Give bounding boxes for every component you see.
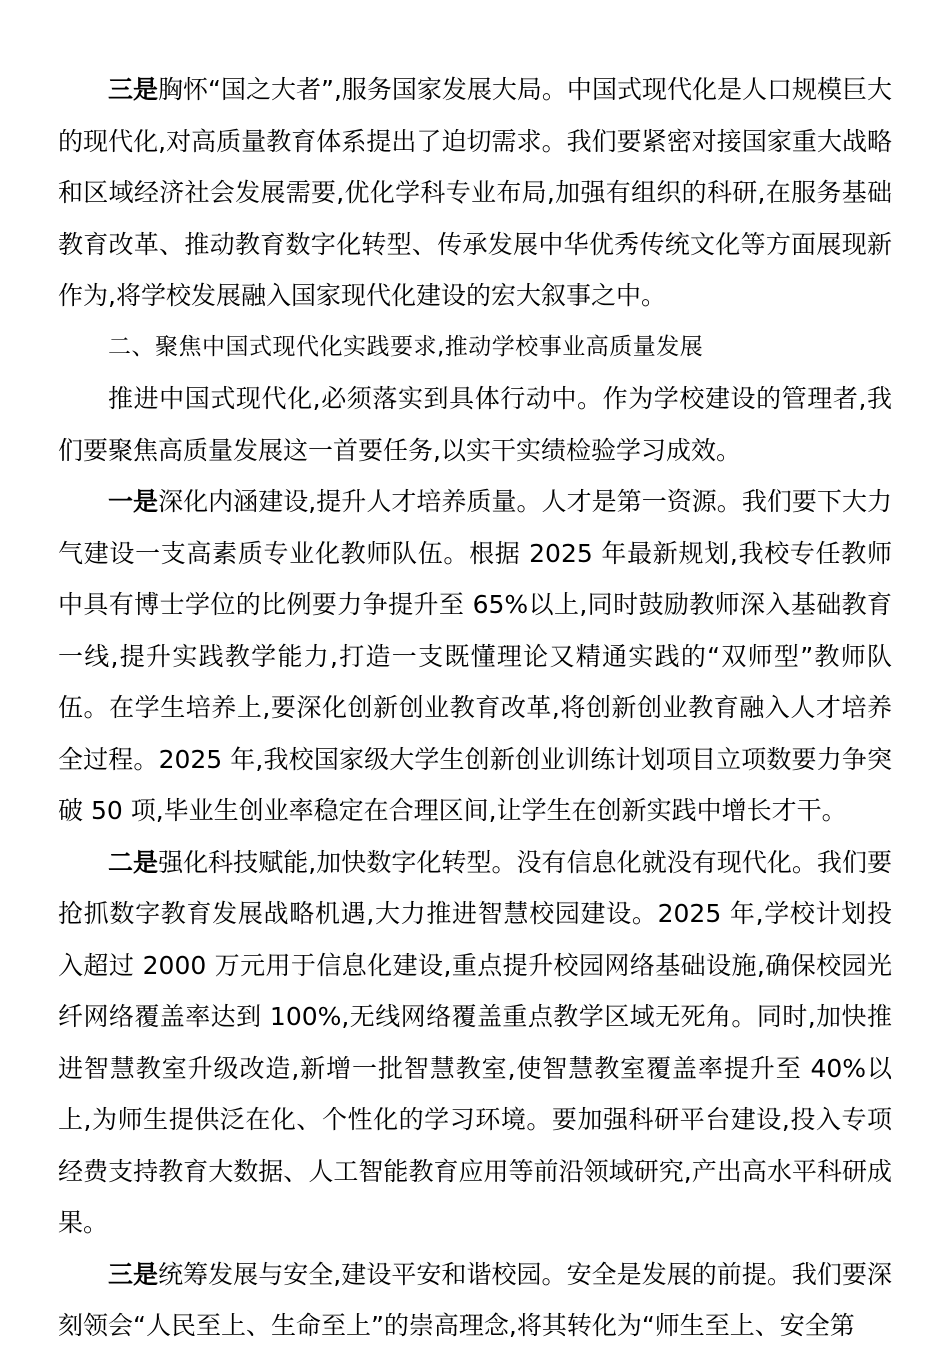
paragraph-lead: 二是 bbox=[108, 847, 159, 877]
paragraph-lead: 三是 bbox=[108, 1259, 159, 1289]
paragraph-service-national-strategy bbox=[58, 64, 892, 322]
section-heading: 二、聚焦中国式现代化实践要求,推动学校事业高质量发展 bbox=[108, 333, 704, 360]
paragraph-text: 推进中国式现代化,必须落实到具体行动中。作为学校建设的管理者,我们要聚焦高质量发展这一首要任务,以实干实绩检验学习成效。 bbox=[58, 384, 892, 465]
paragraph-digital-transformation bbox=[58, 837, 892, 1249]
paragraph-text: 强化科技赋能,加快数字化转型。没有信息化就没有现代化。我们要抢抓数字教育发展战略机遇,大力推进智慧校园建设。2025 年,学校计划投入超过 2000 万元用于信息化建设,重点提升校园网络基础设施,确保校园光纤网络覆盖率达到 100%,无线网络覆盖重点教学区域无死角。同时,加快推进智慧教室升级改造,新增一批智慧教室,使智慧教室覆盖率提升至 40%以上,为师生提供泛在化、个性化的学习环境。要加强科研平台建设,投入专项经费支持教育大数据、人工智能教育应用等前沿领域研究,产出高水平科研成果。 bbox=[58, 847, 892, 1237]
paragraph-text: 统筹发展与安全,建设平安和谐校园。安全是发展的前提。我们要深刻领会“人民至上、生命至上”的崇高理念,将其转化为“师生至上、安全第 bbox=[58, 1259, 892, 1340]
paragraph-text: 深化内涵建设,提升人才培养质量。人才是第一资源。我们要下大力气建设一支高素质专业化教师队伍。根据 2025 年最新规划,我校专任教师中具有博士学位的比例要力争提升至 65%以上,同时鼓励教师深入基础教育一线,提升实践教学能力,打造一支既懂理论又精通实践的“双师型”教师队伍。在学生培养上,要深化创新创业教育改革,将创新创业教育融入人才培养全过程。2025 年,我校国家级大学生创新创业训练计划项目立项数要力争突破 50 项,毕业生创业率稳定在合理区间,让学生在创新实践中增长才干。 bbox=[58, 487, 892, 825]
document-page bbox=[58, 64, 892, 1352]
paragraph-intro bbox=[58, 373, 892, 476]
paragraph-campus-safety bbox=[58, 1249, 892, 1352]
paragraph-text: 胸怀“国之大者”,服务国家发展大局。中国式现代化是人口规模巨大的现代化,对高质量教育体系提出了迫切需求。我们要紧密对接国家重大战略和区域经济社会发展需要,优化学科专业布局,加强有组织的科研,在服务基础教育改革、推动教育数字化转型、传承发展中华优秀传统文化等方面展现新作为,将学校发展融入国家现代化建设的宏大叙事之中。 bbox=[58, 75, 892, 310]
paragraph-talent-cultivation bbox=[58, 476, 892, 837]
paragraph-lead: 三是 bbox=[108, 75, 159, 104]
paragraph-lead: 一是 bbox=[108, 487, 159, 516]
